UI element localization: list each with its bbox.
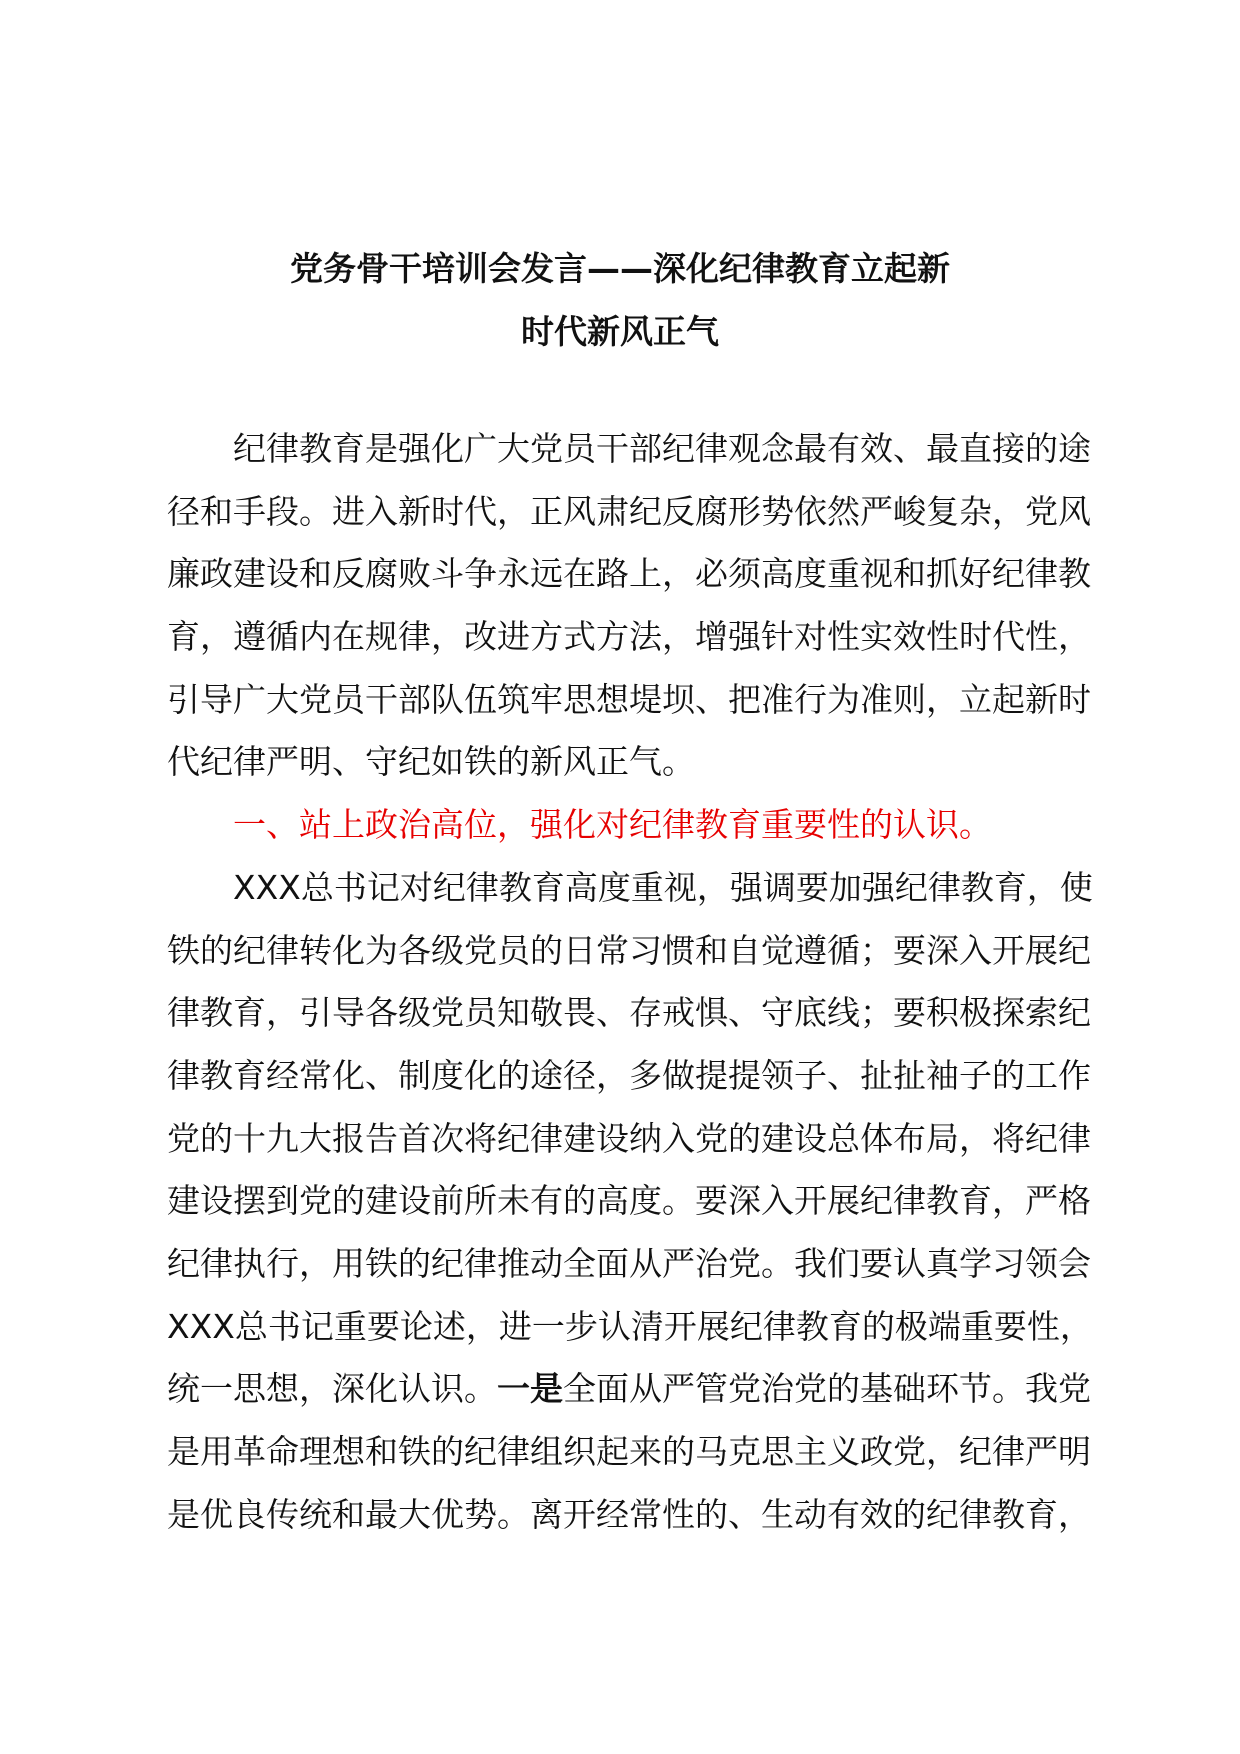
text-line: 代纪律严明、守纪如铁的新风正气。: [167, 742, 695, 782]
section-heading: 一、站上政治高位，强化对纪律教育重要性的认识。: [233, 805, 992, 845]
text-line: 铁的纪律转化为各级党员的日常习惯和自觉遵循；要深入开展纪: [167, 930, 1091, 970]
text-line: 育，遵循内在规律，改进方式方法，增强针对性实效性时代性，: [167, 617, 1091, 657]
text-line: 引导广大党员干部队伍筑牢思想堤坝、把准行为准则，立起新时: [167, 679, 1091, 719]
text-line: 党的十九大报告首次将纪律建设纳入党的建设总体布局，将纪律: [167, 1118, 1091, 1158]
text-line: 是优良传统和最大优势。离开经常性的、生动有效的纪律教育，: [167, 1494, 1091, 1534]
title-line: 时代新风正气: [521, 311, 719, 351]
text-line: 律教育，引导各级党员知敬畏、存戒惧、守底线；要积极探索纪: [167, 993, 1091, 1033]
text-line: 纪律教育是强化广大党员干部纪律观念最有效、最直接的途: [233, 429, 1091, 468]
text-line: 廉政建设和反腐败斗争永远在路上，必须高度重视和抓好纪律教: [167, 554, 1091, 594]
paragraph-intro: [167, 418, 1097, 794]
document-title: [150, 238, 1090, 363]
document-body: [167, 418, 1097, 1546]
text-line: XXX总书记对纪律教育高度重视，强调要加强纪律教育，使: [233, 867, 1093, 907]
line-text-after: 全面从严管党治党的基础环节。我党: [563, 1369, 1091, 1409]
text-line: 建设摆到党的建设前所未有的高度。要深入开展纪律教育，严格: [167, 1181, 1091, 1221]
text-line-with-emphasis: [167, 1358, 1097, 1421]
text-line: 是用革命理想和铁的纪律组织起来的马克思主义政党，纪律严明: [167, 1432, 1091, 1471]
text-line: XXX总书记重要论述，进一步认清开展纪律教育的极端重要性，: [167, 1306, 1093, 1346]
title-line: 党务骨干培训会发言——深化纪律教育立起新: [290, 249, 950, 288]
emphasis-first-point: 一是: [497, 1369, 563, 1409]
text-line: 径和手段。进入新时代，正风肃纪反腐形势依然严峻复杂，党风: [167, 491, 1091, 531]
paragraph-section-one: [167, 857, 1097, 1547]
line-text-before: 统一思想，深化认识。: [167, 1369, 497, 1409]
text-line: 律教育经常化、制度化的途径，多做提提领子、扯扯袖子的工作: [167, 1055, 1091, 1095]
text-line: 纪律执行，用铁的纪律推动全面从严治党。我们要认真学习领会: [167, 1243, 1091, 1283]
